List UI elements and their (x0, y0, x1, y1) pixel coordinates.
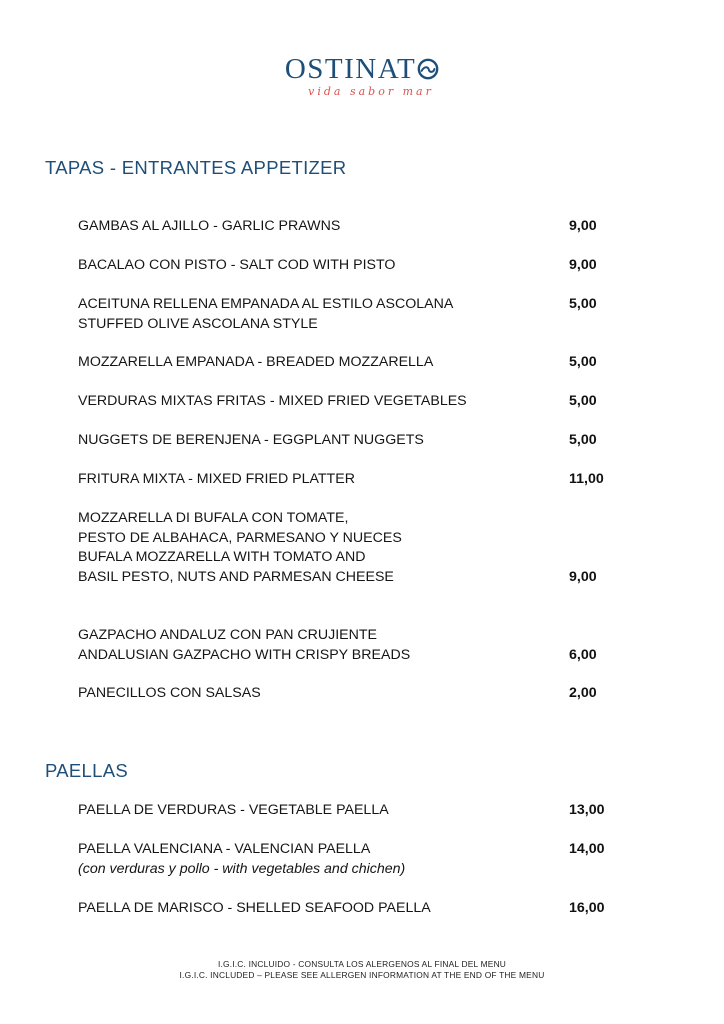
section-title-paellas: PAELLAS (45, 760, 129, 781)
footer-line-en: I.G.I.C. INCLUDED – PLEASE SEE ALLERGEN INFORMATION AT THE END OF THE MENU (179, 970, 545, 980)
item-price: 14,00 (569, 841, 605, 857)
item-price: 9,00 (569, 257, 597, 273)
item-price: 9,00 (569, 568, 597, 585)
section-title-tapas: TAPAS - ENTRANTES APPETIZER (45, 157, 347, 178)
item-name-translation: STUFFED OLIVE ASCOLANA STYLE (78, 315, 318, 332)
item-name-translation: BASIL PESTO, NUTS AND PARMESAN CHEESE (78, 568, 394, 585)
item-name: PAELLA DE MARISCO - SHELLED SEAFOOD PAELLA (78, 900, 431, 916)
logo-wordmark (285, 52, 439, 86)
item-price: 13,00 (569, 802, 605, 818)
item-name-translation: BUFALA MOZZARELLA WITH TOMATO AND (78, 549, 366, 565)
menu-item (78, 431, 424, 451)
restaurant-logo (0, 52, 724, 98)
item-price: 6,00 (569, 646, 597, 663)
item-price: 5,00 (569, 296, 597, 312)
menu-item (78, 509, 402, 587)
item-price: 5,00 (569, 432, 597, 448)
menu-item (78, 392, 467, 412)
menu-item (78, 626, 410, 665)
item-name: VERDURAS MIXTAS FRITAS - MIXED FRIED VEGETABLES (78, 393, 467, 409)
item-name: GAZPACHO ANDALUZ CON PAN CRUJIENTE (78, 627, 378, 643)
item-price: 5,00 (569, 354, 597, 370)
menu-item (78, 295, 453, 334)
logo-text: OSTINAT (284, 53, 417, 85)
item-name: PAELLA VALENCIANA - VALENCIAN PAELLA (78, 841, 371, 857)
item-name: GAMBAS AL AJILLO - GARLIC PRAWNS (78, 218, 341, 234)
item-price: 5,00 (569, 393, 597, 409)
item-name: PANECILLOS CON SALSAS (78, 685, 261, 701)
menu-item (78, 217, 340, 237)
item-name: ACEITUNA RELLENA EMPANADA AL ESTILO ASCOLANA (78, 296, 454, 312)
menu-item (78, 899, 431, 919)
item-price: 9,00 (569, 218, 597, 234)
item-name-translation: ANDALUSIAN GAZPACHO WITH CRISPY BREADS (78, 646, 411, 663)
item-note: (con verduras y pollo - with vegetables and chichen) (78, 860, 406, 877)
item-price: 16,00 (569, 900, 605, 916)
menu-item (78, 684, 261, 704)
item-name: PAELLA DE VERDURAS - VEGETABLE PAELLA (78, 802, 389, 818)
item-name: PESTO DE ALBAHACA, PARMESANO Y NUECES (78, 529, 402, 546)
item-name: NUGGETS DE BERENJENA - EGGPLANT NUGGETS (78, 432, 424, 448)
menu-item (78, 470, 355, 490)
footer-note (0, 959, 724, 981)
item-name: MOZZARELLA DI BUFALA CON TOMATE, (78, 510, 349, 526)
item-price: 11,00 (569, 471, 604, 487)
logo-tagline: vida sabor mar (308, 85, 434, 98)
wave-o-icon (417, 58, 439, 80)
item-price: 2,00 (569, 685, 597, 701)
menu-item (78, 256, 395, 276)
menu-item (78, 840, 405, 879)
item-name: BACALAO CON PISTO - SALT COD WITH PISTO (78, 257, 396, 273)
footer-line-es: I.G.I.C. INCLUIDO - CONSULTA LOS ALERGENOS AL FINAL DEL MENU (217, 959, 507, 969)
menu-item (78, 353, 433, 373)
item-name: MOZZARELLA EMPANADA - BREADED MOZZARELLA (78, 354, 434, 370)
menu-item (78, 801, 389, 821)
item-name: FRITURA MIXTA - MIXED FRIED PLATTER (78, 471, 355, 487)
